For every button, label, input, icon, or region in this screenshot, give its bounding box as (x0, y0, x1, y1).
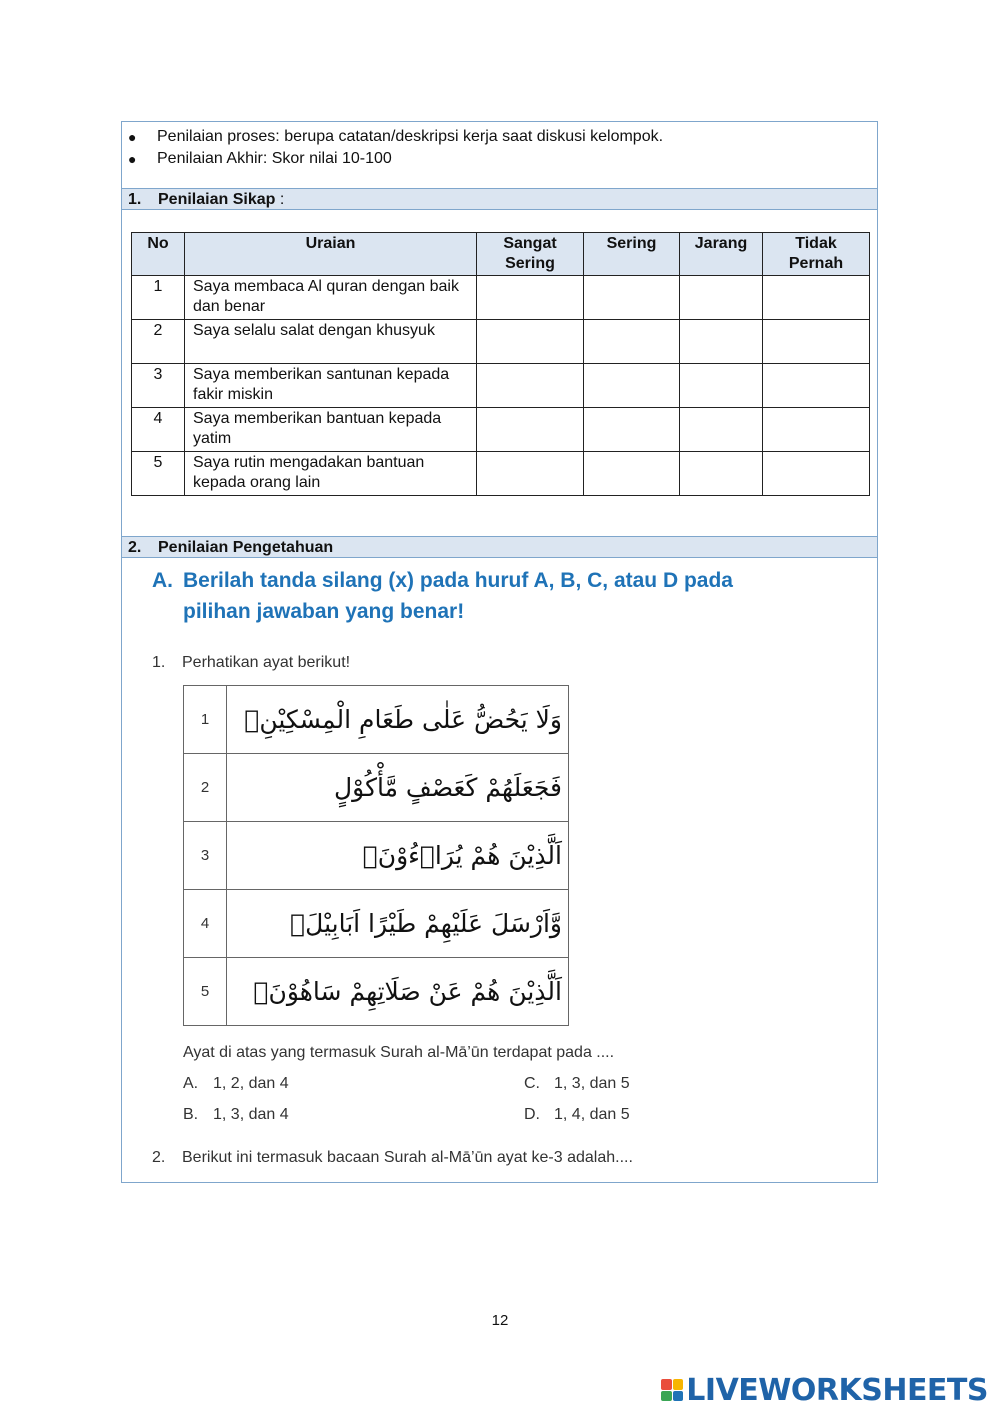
question-number: 2. (152, 1149, 166, 1166)
bullet-icon: ● (128, 129, 137, 145)
ayat-text: وَّاَرْسَلَ عَلَيْهِمْ طَيْرًا اَبَابِيْلَۙ (227, 890, 569, 958)
question-number: 1. (152, 654, 166, 671)
section-header-pengetahuan (122, 536, 877, 558)
row-number: 3 (132, 364, 185, 408)
question-text: Berikut ini termasuk bacaan Surah al-Mā’ūn ayat ke-3 adalah.... (182, 1149, 633, 1166)
option-letter: A. (183, 1075, 199, 1092)
row-number: 2 (132, 320, 185, 364)
table-row (132, 408, 870, 452)
table-row (132, 276, 870, 320)
table-row (184, 890, 569, 958)
option-text: 1, 2, dan 4 (213, 1075, 289, 1092)
ayat-number: 5 (184, 958, 227, 1026)
table-row (184, 958, 569, 1026)
answer-cell-sering[interactable] (584, 364, 680, 408)
ayat-number: 3 (184, 822, 227, 890)
option-letter: D. (524, 1106, 540, 1123)
option-text: 1, 3, dan 4 (213, 1106, 289, 1123)
column-header: Sangat Sering (477, 233, 584, 276)
table-row (184, 822, 569, 890)
option-letter: C. (524, 1075, 540, 1092)
logo-text: LIVEWORKSHEETS (686, 1372, 988, 1408)
section-title: Penilaian Sikap (158, 191, 276, 208)
worksheet-frame (121, 121, 878, 1183)
table-row (132, 452, 870, 496)
column-header: Tidak Pernah (763, 233, 870, 276)
page-number: 12 (491, 1312, 509, 1329)
answer-cell-sangat-sering[interactable] (477, 364, 584, 408)
option-c[interactable] (524, 1075, 630, 1093)
table-row (132, 320, 870, 364)
answer-cell-tidak-pernah[interactable] (763, 408, 870, 452)
answer-cell-tidak-pernah[interactable] (763, 452, 870, 496)
answer-cell-tidak-pernah[interactable] (763, 276, 870, 320)
answer-cell-sangat-sering[interactable] (477, 276, 584, 320)
answer-cell-jarang[interactable] (680, 452, 763, 496)
section-colon: : (279, 191, 285, 208)
answer-cell-jarang[interactable] (680, 276, 763, 320)
question-2 (152, 1149, 633, 1167)
ayat-number: 4 (184, 890, 227, 958)
table-header-row (132, 233, 870, 276)
table-row (184, 754, 569, 822)
question-1-text: Ayat di atas yang termasuk Surah al-Mā’ūn terdapat pada .... (183, 1044, 615, 1061)
option-a[interactable] (183, 1075, 289, 1093)
question-1-prompt (152, 654, 350, 672)
attitude-assessment-table (131, 232, 870, 496)
liveworksheets-logo (661, 1373, 988, 1407)
row-number: 5 (132, 452, 185, 496)
bullet-item (122, 148, 877, 170)
row-description: Saya memberikan santunan kepada fakir miskin (185, 364, 477, 408)
answer-cell-sering[interactable] (584, 276, 680, 320)
option-text: 1, 3, dan 5 (554, 1075, 630, 1092)
answer-cell-jarang[interactable] (680, 364, 763, 408)
answer-cell-sering[interactable] (584, 452, 680, 496)
answer-cell-jarang[interactable] (680, 408, 763, 452)
answer-cell-sangat-sering[interactable] (477, 452, 584, 496)
instruction-line: pilihan jawaban yang benar! (183, 600, 465, 623)
bullet-icon: ● (128, 151, 137, 167)
column-header: Jarang (680, 233, 763, 276)
section-header-sikap (122, 188, 877, 210)
ayat-number: 1 (184, 686, 227, 754)
answer-cell-jarang[interactable] (680, 320, 763, 364)
column-header: Uraian (185, 233, 477, 276)
option-b[interactable] (183, 1106, 289, 1124)
table-row (184, 686, 569, 754)
section-number: 2. (128, 539, 142, 556)
logo-grid-icon (661, 1379, 683, 1401)
column-header: Sering (584, 233, 680, 276)
option-d[interactable] (524, 1106, 630, 1124)
row-number: 1 (132, 276, 185, 320)
prompt-text: Perhatikan ayat berikut! (182, 654, 351, 671)
row-description: Saya rutin mengadakan bantuan kepada orang lain (185, 452, 477, 496)
answer-cell-sering[interactable] (584, 320, 680, 364)
part-letter: A. (152, 569, 173, 592)
row-number: 4 (132, 408, 185, 452)
row-description: Saya membaca Al quran dengan baik dan benar (185, 276, 477, 320)
ayat-text: فَجَعَلَهُمْ كَعَصْفٍ مَّأْكُوْلٍ (227, 754, 569, 822)
answer-cell-sangat-sering[interactable] (477, 320, 584, 364)
intro-bullet-list (122, 126, 877, 170)
bullet-text: Penilaian proses: berupa catatan/deskripsi kerja saat diskusi kelompok. (157, 128, 664, 145)
section-number: 1. (128, 191, 142, 208)
bullet-item (122, 126, 877, 148)
ayat-text: اَلَّذِيْنَ هُمْ يُرَاۤءُوْنَۙ (227, 822, 569, 890)
answer-cell-tidak-pernah[interactable] (763, 364, 870, 408)
ayat-number: 2 (184, 754, 227, 822)
option-text: 1, 4, dan 5 (554, 1106, 630, 1123)
answer-cell-sering[interactable] (584, 408, 680, 452)
row-description: Saya memberikan bantuan kepada yatim (185, 408, 477, 452)
part-a-instruction (152, 565, 832, 627)
option-letter: B. (183, 1106, 199, 1123)
row-description: Saya selalu salat dengan khusyuk (185, 320, 477, 364)
answer-cell-sangat-sering[interactable] (477, 408, 584, 452)
instruction-line: Berilah tanda silang (x) pada huruf A, B, C, atau D pada (183, 569, 733, 592)
bullet-text: Penilaian Akhir: Skor nilai 10-100 (157, 150, 392, 167)
section-title: Penilaian Pengetahuan (158, 539, 334, 556)
answer-cell-tidak-pernah[interactable] (763, 320, 870, 364)
table-row (132, 364, 870, 408)
column-header: No (132, 233, 185, 276)
ayat-table (183, 685, 569, 1026)
ayat-text: وَلَا يَحُضُّ عَلٰى طَعَامِ الْمِسْكِيْنِۗ (227, 686, 569, 754)
ayat-text: اَلَّذِيْنَ هُمْ عَنْ صَلَاتِهِمْ سَاهُوْنَۙ (227, 958, 569, 1026)
